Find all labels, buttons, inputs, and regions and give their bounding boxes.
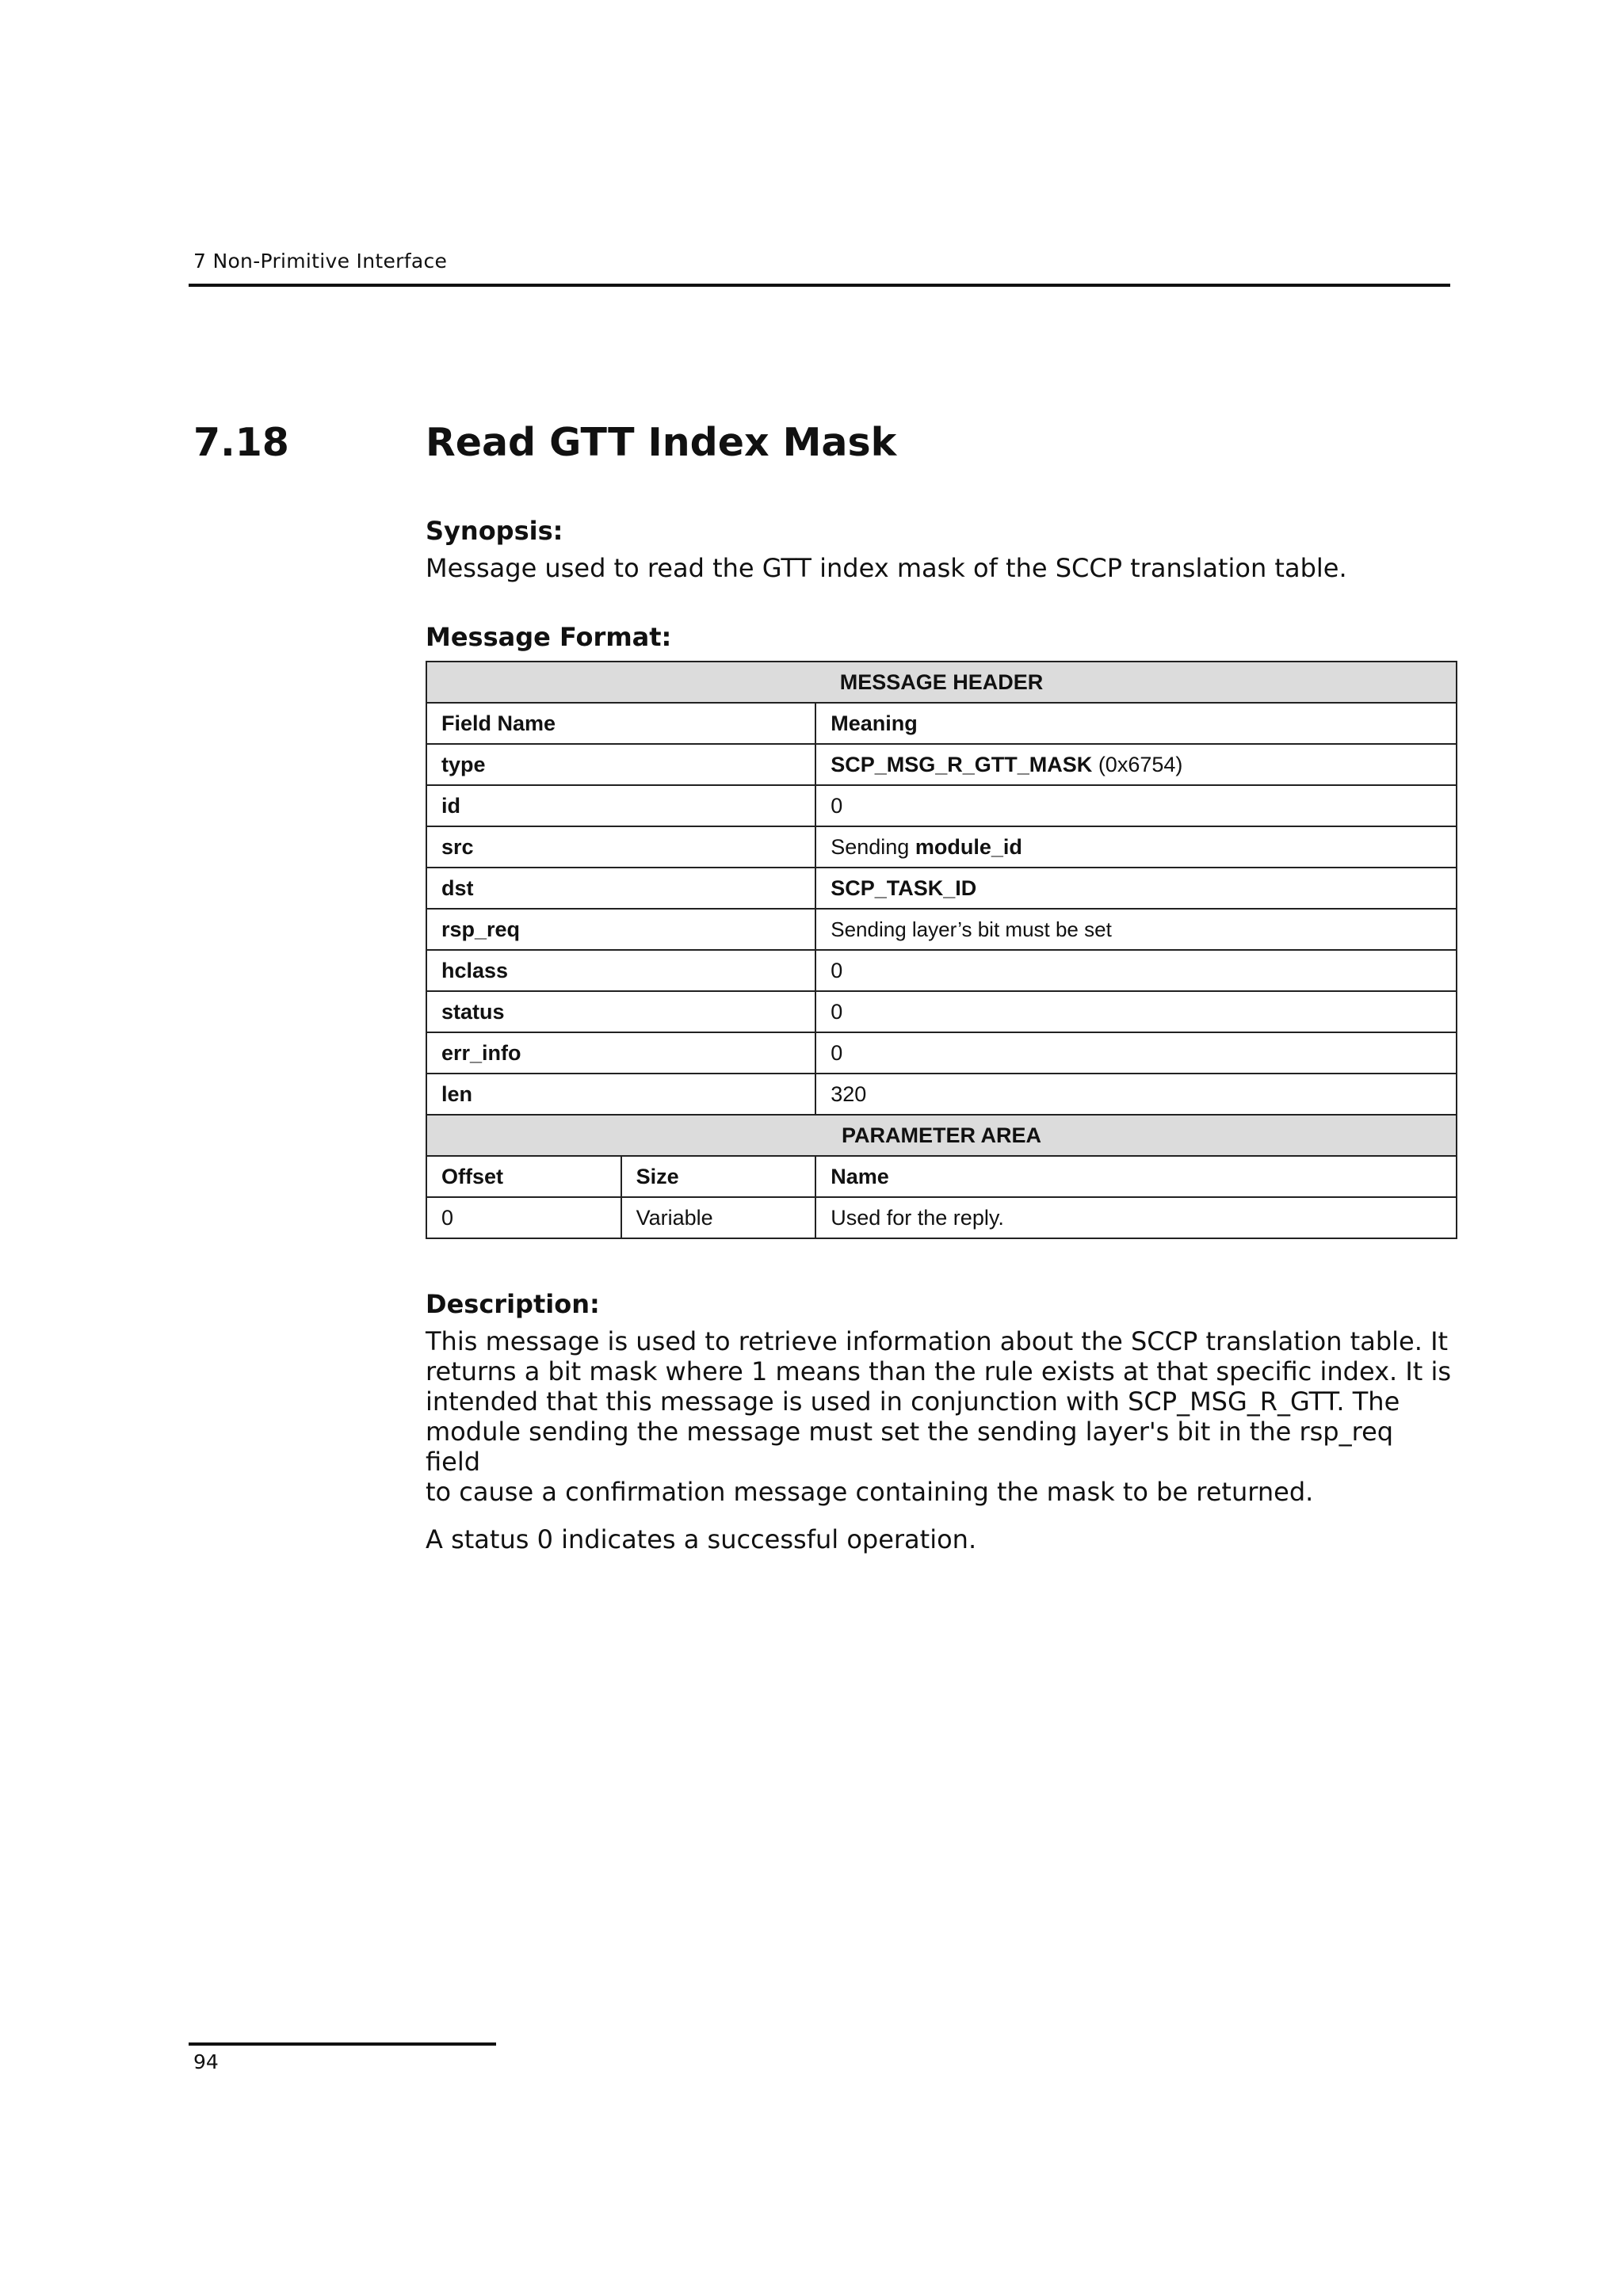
- header-band-row: [426, 662, 1457, 703]
- table-row: [426, 950, 1457, 991]
- description-line: This message is used to retrieve information about the SCCP translation table. It: [426, 1326, 1449, 1356]
- meaning-plain-text: Sending layer’s bit must be set: [831, 917, 1112, 941]
- header-rule: [189, 284, 1450, 287]
- description-line: returns a bit mask where 1 means than the rule exists at that specific index. It is: [426, 1356, 1452, 1386]
- meaning-plain-text: Sending: [831, 834, 915, 859]
- synopsis-heading: Synopsis:: [426, 516, 563, 546]
- offset-cell: 0: [426, 1197, 621, 1238]
- section-number: 7.18: [193, 420, 289, 465]
- meaning-bold-text: module_id: [915, 834, 1022, 859]
- meaning-bold-text: SCP_TASK_ID: [831, 875, 977, 900]
- meaning-cell: [815, 826, 1457, 868]
- section-title: Read GTT Index Mask: [426, 420, 897, 465]
- field-name-cell: hclass: [426, 950, 815, 991]
- table-row: [426, 868, 1457, 909]
- parameter-column-row: [426, 1156, 1457, 1197]
- parameter-band: PARAMETER AREA: [426, 1115, 1457, 1156]
- description-text: [426, 1326, 1456, 1507]
- meaning-cell: [815, 1074, 1457, 1115]
- parameter-row: [426, 1197, 1457, 1238]
- running-header: 7 Non-Primitive Interface: [193, 250, 448, 273]
- header-band: MESSAGE HEADER: [426, 662, 1457, 703]
- table-row: [426, 909, 1457, 950]
- meaning-cell: [815, 909, 1457, 950]
- message-format-heading: Message Format:: [426, 622, 672, 652]
- meaning-plain-text: 0: [831, 999, 843, 1024]
- column-header-name: Name: [815, 1156, 1457, 1197]
- field-name-cell: src: [426, 826, 815, 868]
- meaning-plain-text: (0x6754): [1092, 752, 1183, 776]
- name-cell: Used for the reply.: [815, 1197, 1457, 1238]
- footer-rule: [189, 2042, 496, 2046]
- message-format-table: [426, 661, 1457, 1239]
- status-note: A status 0 indicates a successful operation.: [426, 1524, 977, 1554]
- field-name-cell: dst: [426, 868, 815, 909]
- table-row: [426, 785, 1457, 826]
- meaning-cell: [815, 785, 1457, 826]
- page-number: 94: [193, 2050, 219, 2073]
- header-column-row: [426, 703, 1457, 744]
- column-header-meaning: Meaning: [815, 703, 1457, 744]
- field-name-cell: id: [426, 785, 815, 826]
- column-header-field-name: Field Name: [426, 703, 815, 744]
- field-name-cell: len: [426, 1074, 815, 1115]
- size-cell: Variable: [621, 1197, 816, 1238]
- meaning-plain-text: 0: [831, 793, 843, 818]
- meaning-plain-text: 320: [831, 1081, 867, 1106]
- field-name-cell: rsp_req: [426, 909, 815, 950]
- meaning-plain-text: 0: [831, 1040, 843, 1065]
- section-body: [426, 515, 1456, 1554]
- meaning-cell: [815, 744, 1457, 785]
- description-line: module sending the message must set the sending layer's bit in the rsp_req field: [426, 1417, 1394, 1477]
- table-row: [426, 1032, 1457, 1074]
- meaning-plain-text: 0: [831, 958, 843, 982]
- parameter-band-row: [426, 1115, 1457, 1156]
- description-line: to cause a confirmation message containing the mask to be returned.: [426, 1477, 1314, 1507]
- field-name-cell: status: [426, 991, 815, 1032]
- meaning-cell: [815, 1032, 1457, 1074]
- meaning-cell: [815, 950, 1457, 991]
- table-row: [426, 826, 1457, 868]
- meaning-bold-text: SCP_MSG_R_GTT_MASK: [831, 752, 1093, 776]
- column-header-size: Size: [621, 1156, 816, 1197]
- table-row: [426, 991, 1457, 1032]
- field-name-cell: type: [426, 744, 815, 785]
- meaning-cell: [815, 868, 1457, 909]
- description-line: intended that this message is used in conjunction with SCP_MSG_R_GTT. The: [426, 1386, 1400, 1417]
- column-header-offset: Offset: [426, 1156, 621, 1197]
- field-name-cell: err_info: [426, 1032, 815, 1074]
- description-heading: Description:: [426, 1289, 600, 1319]
- table-row: [426, 744, 1457, 785]
- table-row: [426, 1074, 1457, 1115]
- synopsis-text: Message used to read the GTT index mask of the SCCP translation table.: [426, 553, 1347, 583]
- meaning-cell: [815, 991, 1457, 1032]
